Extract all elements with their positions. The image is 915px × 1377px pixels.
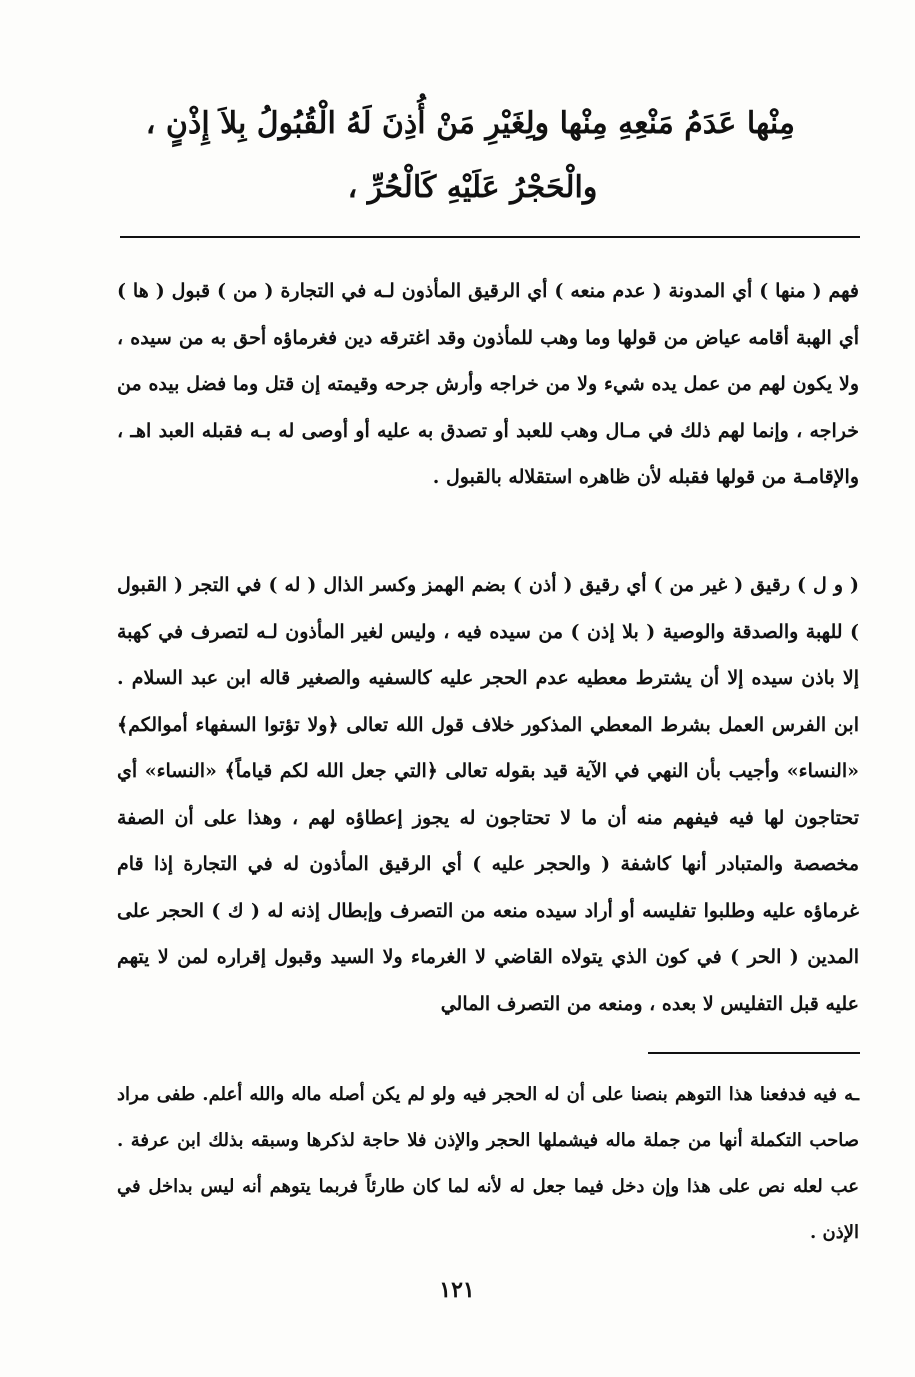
- footnote-text: ـه فيه فدفعنا هذا التوهم بنصنا على أن له الحجر فيه ولو لم يكن أصله ماله والله أعلم. طفى مراد صاحب التكملة أنها من جملة ماله فيشملها الحجر والإذن فلا حاجة لذكرها وسبقه بذلك ابن عرفة . عب لعله نص على هذا وإن دخل فيما جعل له لأنه لما كان طارئاً فربما يتوهم أنه ليس بداخل في الإذن .: [117, 1084, 859, 1243]
- commentary-paragraph-1: فهم ( منها ) أي المدونة ( عدم منعه ) أي الرقيق المأذون لـه في التجارة ( من ) قبول ( ها ) أي الهبة أقامه عياض من قولها وما وهب للمأذون وقد اغترقه دين فغرماؤه أحق به من سيده ، ولا يكون لهم من عمل يده شيء ولا من خراجه وأرش جرحه وقيمته إن قتل وما فضل بيده من خراجه ، وإنما لهم ذلك في مـال وهب للعبد أو تصدق به عليه أو أوصى له بـه فقبله العبد اهـ ، والإقامـة من قولها فقبله لأن ظاهره استقلاله بالقبول .: [117, 280, 859, 488]
- page-number: ١٢١: [439, 1277, 475, 1303]
- footnote-divider: [648, 1052, 860, 1054]
- commentary-paragraph-2: ( و ل ) رقيق ( غير من ) أي رقيق ( أذن ) بضم الهمز وكسر الذال ( له ) في التجر ( القبول ) للهبة والصدقة والوصية ( بلا إذن ) من سيده فيه ، وليس لغير المأذون لـه لتصرف في كهبة إلا باذن سيده إلا أن يشترط معطيه عدم الحجر عليه كالسفيه والصغير قاله ابن عبد السلام . ابن الفرس العمل بشرط المعطي المذكور خلاف قول الله تعالى ﴿ولا تؤتوا السفهاء أموالكم﴾ «النساء» وأجيب بأن النهي في الآية قيد بقوله تعالى ﴿التي جعل الله لكم قياماً﴾ «النساء» أي تحتاجون لها فيه فيفهم منه أن ما لا تحتاجون له يجوز إعطاؤه لهم ، وهذا على أن الصفة مخصصة والمتبادر أنها كاشفة ( والحجر عليه ) أي الرقيق المأذون له في التجارة إذا قام غرماؤه عليه وطلبوا تفليسه أو أراد سيده منعه من التصرف وإبطال إذنه له ( ك ) الحجر على المدين ( الحر ) في كون الذي يتولاه القاضي لا الغرماء ولا السيد وقبول إقراره لمن لا يتهم عليه قبل التفليس لا بعده ، ومنعه من التصرف المالي: [117, 574, 859, 1015]
- verse-line-2: والْحَجْرُ عَلَيْهِ كَالْحُرِّ ،: [347, 170, 598, 205]
- verse-line-1: مِنْها عَدَمُ مَنْعِهِ مِنْها ولِغَيْرِ مَنْ أُذِنَ لَهُ الْقُبُولُ بِلاَ إِذْنٍ ،: [145, 106, 795, 141]
- header-divider: [120, 236, 860, 238]
